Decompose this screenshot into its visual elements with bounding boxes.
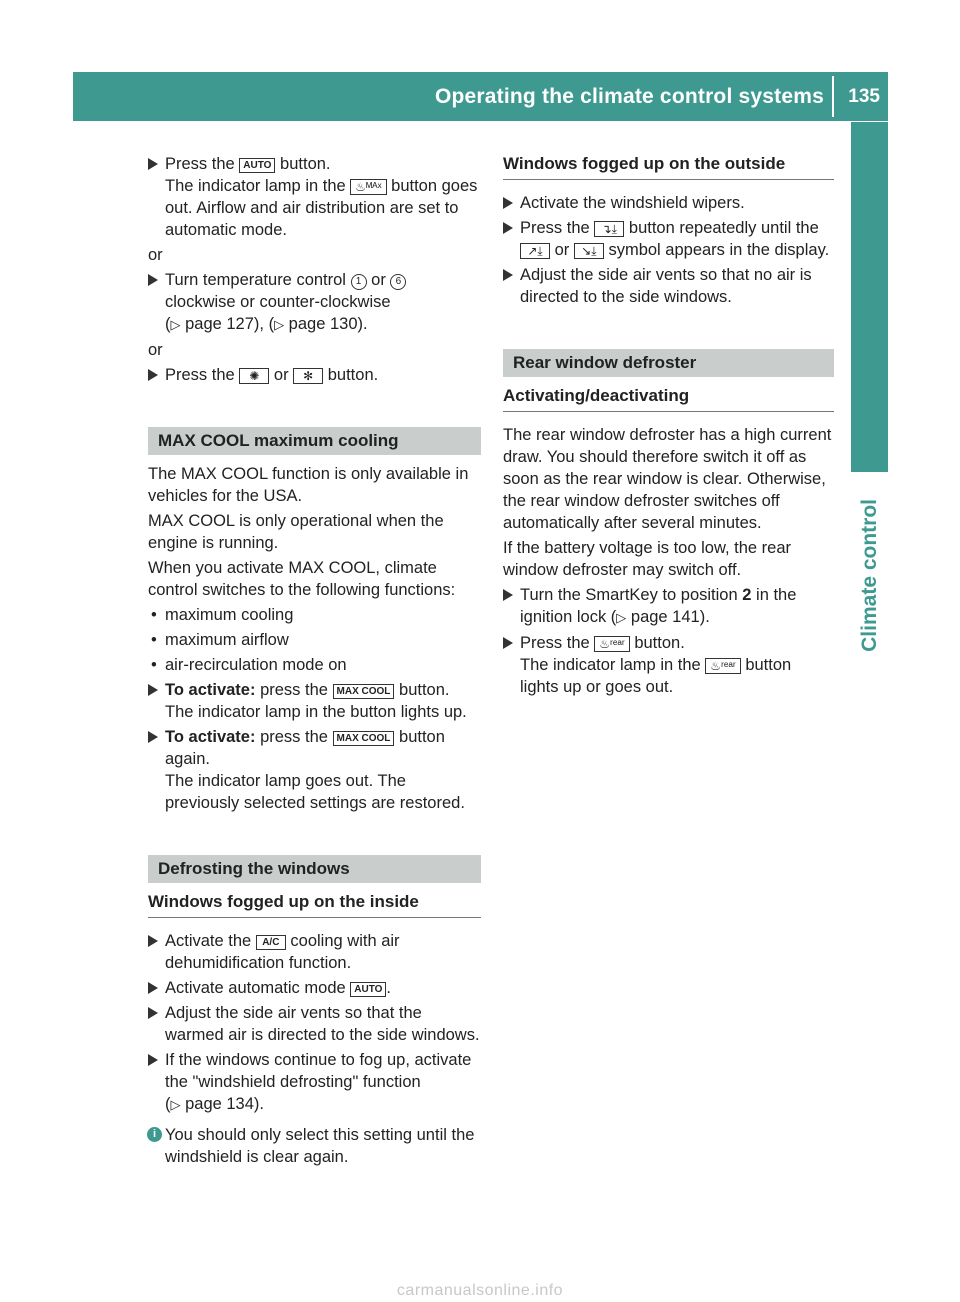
step-turn-smartkey: Turn the SmartKey to position 2 in the ignition lock (▷ page 141).: [503, 584, 834, 629]
section-heading-rear-defroster: Rear window defroster: [503, 349, 834, 377]
bullet-icon: •: [151, 631, 157, 649]
fan-down-icon: ✻: [293, 368, 323, 384]
ac-button-icon: A/C: [256, 935, 286, 950]
page-arrow-icon: ▷: [170, 1097, 181, 1112]
side-label-text: Climate control: [858, 498, 881, 652]
max-cool-button-icon: MAX COOL: [333, 731, 395, 746]
auto-button-icon: AUTO: [239, 158, 275, 173]
paragraph: The MAX COOL function is only available in vehicles for the USA.: [148, 465, 469, 505]
step-arrow-icon: [148, 369, 158, 381]
paragraph: When you activate MAX COOL, climate control switches to the following functions:: [148, 559, 456, 599]
step-press-auto: Press the AUTO button. The indicator lamp in the ♨ᴹᴬˣ button goes out. Airflow and air distribution are set to automatic mode.: [148, 153, 481, 241]
step-adjust-side-vents: Adjust the side air vents so that no air is directed to the side windows.: [503, 264, 834, 308]
step-arrow-icon: [148, 935, 158, 947]
auto-button-icon: AUTO: [350, 982, 386, 997]
section-heading-defrosting: Defrosting the windows: [148, 855, 481, 883]
list-item: • air-recirculation mode on: [151, 656, 347, 674]
paragraph: The rear window defroster has a high current draw. You should therefore switch it off as soon as the rear window is clear. Otherwise, the rear window defroster switches off automatically after several minutes.: [503, 426, 832, 532]
control-6-icon: 6: [390, 274, 406, 290]
step-arrow-icon: [148, 731, 158, 743]
windshield-max-icon: ♨ᴹᴬˣ: [350, 179, 386, 195]
control-1-icon: 1: [351, 274, 367, 290]
max-cool-button-icon: MAX COOL: [333, 684, 395, 699]
paragraph: MAX COOL is only operational when the engine is running.: [148, 512, 444, 552]
or-text: or: [148, 246, 163, 264]
step-arrow-icon: [148, 274, 158, 286]
step-turn-temperature: Turn temperature control 1 or 6 clockwise or counter-clockwise (▷ page 127), (▷ page 130).: [148, 269, 481, 336]
paragraph: If the battery voltage is too low, the rear window defroster may switch off.: [503, 539, 791, 579]
step-press-air-distribution: Press the ↴⤓ button repeatedly until the ↗⤓ or ↘⤓ symbol appears in the display.: [503, 217, 834, 261]
step-arrow-icon: [503, 589, 513, 601]
page-number: 135: [848, 86, 880, 107]
step-arrow-icon: [148, 982, 158, 994]
side-section-label: [848, 490, 892, 660]
side-tab: [851, 122, 888, 472]
rear-defroster-icon: ♨ʳᵉᵃʳ: [594, 636, 629, 652]
step-arrow-icon: [503, 222, 513, 234]
page-arrow-icon: ▷: [170, 317, 181, 332]
step-arrow-icon: [503, 197, 513, 209]
step-press-fan: Press the ✺ or ✻ button.: [148, 364, 481, 386]
page-header: [73, 72, 888, 121]
footer-watermark: carmanualsonline.info: [396, 1282, 564, 1299]
left-column: [148, 153, 481, 1168]
or-text: or: [148, 341, 163, 359]
list-item: • maximum airflow: [151, 631, 289, 649]
fan-up-icon: ✺: [239, 368, 269, 384]
header-separator: [832, 76, 834, 117]
step-deactivate-max-cool: To activate: press the MAX COOL button again. The indicator lamp goes out. The previously selected settings are restored.: [148, 726, 481, 814]
section-heading-max-cool: MAX COOL maximum cooling: [148, 427, 481, 455]
step-activate-auto: Activate automatic mode AUTO .: [148, 977, 481, 999]
subheading-activating: Activating/deactivating: [503, 385, 834, 412]
step-adjust-vents: Adjust the side air vents so that the warmed air is directed to the side windows.: [148, 1002, 481, 1046]
step-windshield-defrost: If the windows continue to fog up, activate the "windshield defrosting" function (▷ page 134).: [148, 1049, 481, 1116]
step-arrow-icon: [148, 684, 158, 696]
info-note: i You should only select this setting until the windshield is clear again.: [148, 1124, 481, 1168]
page-arrow-icon: ▷: [274, 317, 285, 332]
step-press-rear: Press the ♨ʳᵉᵃʳ button. The indicator lamp in the ♨ʳᵉᵃʳ button lights up or goes out.: [503, 632, 834, 698]
air-distribution-icon: ↴⤓: [594, 221, 624, 237]
subheading-outside: Windows fogged up on the outside: [503, 153, 834, 180]
step-arrow-icon: [503, 637, 513, 649]
step-arrow-icon: [148, 158, 158, 170]
info-icon: i: [147, 1127, 162, 1142]
airflow-windows-icon: ↗⤓: [520, 243, 550, 259]
step-arrow-icon: [148, 1054, 158, 1066]
bullet-icon: •: [151, 656, 157, 674]
page-arrow-icon: ▷: [616, 610, 627, 625]
step-activate-wipers: Activate the windshield wipers.: [503, 192, 834, 214]
subheading-inside: Windows fogged up on the inside: [148, 891, 481, 918]
step-activate-ac: Activate the A/C cooling with air dehumidification function.: [148, 930, 481, 974]
right-column: [503, 153, 834, 701]
list-item: • maximum cooling: [151, 606, 294, 624]
bullet-icon: •: [151, 606, 157, 624]
step-arrow-icon: [148, 1007, 158, 1019]
header-title: Operating the climate control systems: [434, 85, 824, 108]
step-arrow-icon: [503, 269, 513, 281]
airflow-footwell-icon: ↘⤓: [574, 243, 604, 259]
rear-defroster-icon: ♨ʳᵉᵃʳ: [705, 658, 740, 674]
step-activate-max-cool: To activate: press the MAX COOL button. The indicator lamp in the button lights up.: [148, 679, 481, 723]
